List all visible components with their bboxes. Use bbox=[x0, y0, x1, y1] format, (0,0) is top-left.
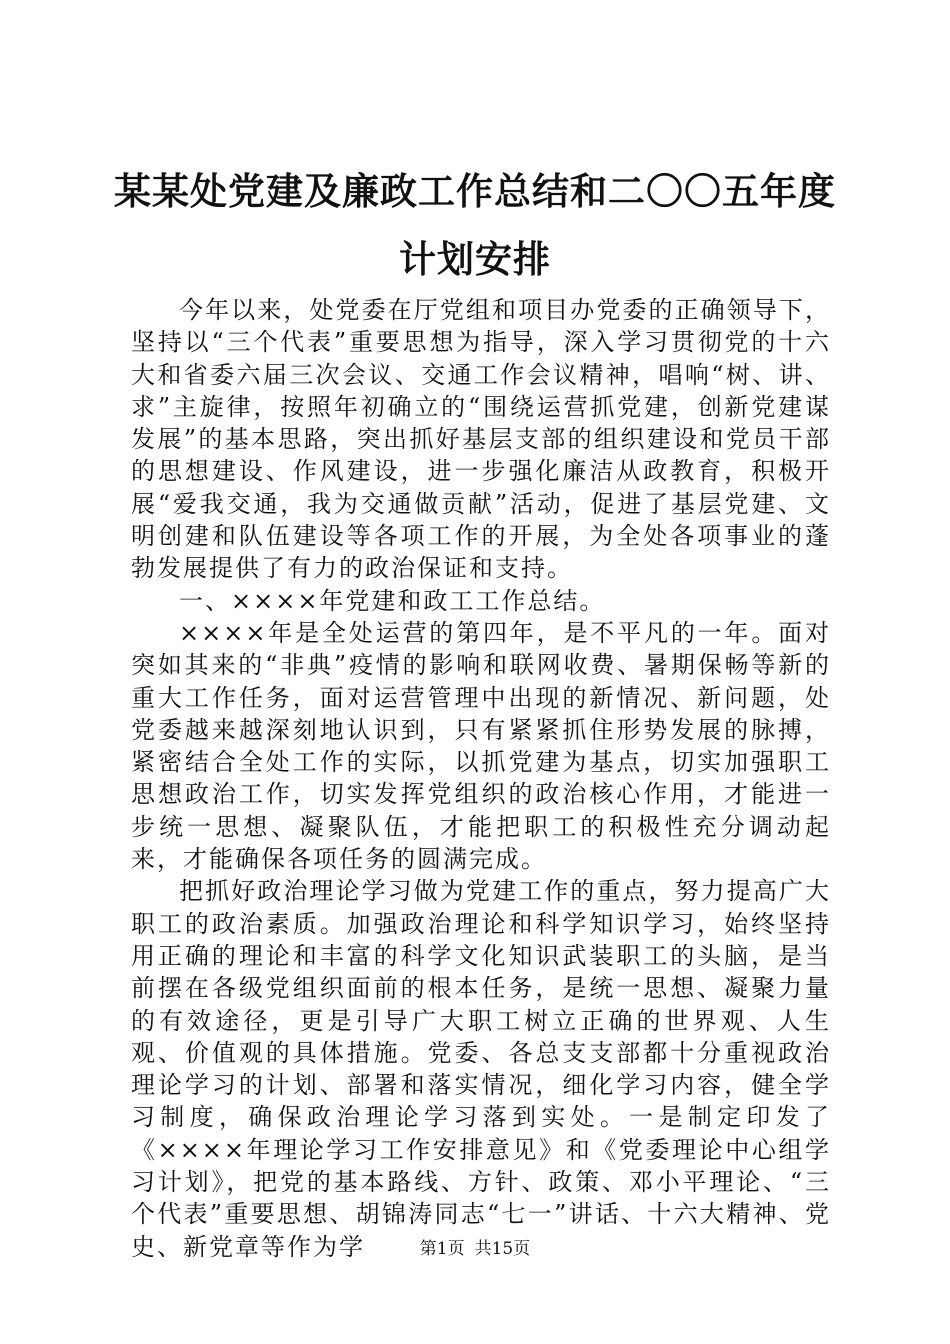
document-title: 某某处党建及廉政工作总结和二〇〇五年度计划安排 bbox=[114, 170, 836, 281]
paragraph-intro: 今年以来，处党委在厅党组和项目办党委的正确领导下，坚持以“三个代表”重要思想为指导，深入学习贯彻党的十六大和省委六届三次会议、交通工作会议精神，唱响“树、讲、求”主旋律，按照年初确立的“围绕运营抓党建，创新党建谋发展”的基本思路，突出抓好基层支部的组织建设和党员干部的思想建设、作风建设，进一步强化廉洁从政教育，积极开展“爱我交通，我为交通做贡献”活动，促进了基层党建、文明创建和队伍建设等各项工作的开展，为全处各项事业的蓬勃发展提供了有力的政治保证和支持。 bbox=[131, 296, 831, 583]
page-number: 第1页 bbox=[419, 1239, 465, 1259]
paragraph-theory-study: 把抓好政治理论学习做为党建工作的重点，努力提高广大职工的政治素质。加强政治理论和科学知识学习，始终坚持用正确的理论和丰富的科学文化知识武装职工的头脑，是当前摆在各级党组织面前的根本任务，是统一思想、凝聚力量的有效途径，更是引导广大职工树立正确的世界观、人生观、价值观的具体措施。党委、各总支支部都十分重视政治理论学习的计划、部署和落实情况，细化学习内容，健全学习制度，确保政治理论学习落到实处。一是制定印发了《××××年理论学习工作安排意见》和《党委理论中心组学习计划》，把党的基本路线、方针、政策、邓小平理论、“三个代表”重要思想、胡锦涛同志“七一”讲话、十六大精神、党史、新党章等作为学 bbox=[131, 877, 831, 1261]
section-heading: 一、××××年党建和政工工作总结。 bbox=[179, 586, 606, 615]
document-body bbox=[131, 294, 831, 1263]
page-total: 共15页 bbox=[474, 1239, 531, 1259]
paragraph-overview: ××××年是全处运营的第四年，是不平凡的一年。面对突如其来的“非典”疫情的影响和联网收费、暑期保畅等新的重大工作任务，面对运营管理中出现的新情况、新问题，处党委越来越深刻地认识到，只有紧紧抓住形势发展的脉搏，紧密结合全处工作的实际，以抓党建为基点，切实加强职工思想政治工作，切实发挥党组织的政治核心作用，才能进一步统一思想、凝聚队伍，才能把职工的积极性充分调动起来，才能确保各项任务的圆满完成。 bbox=[131, 618, 831, 874]
page-footer bbox=[0, 1238, 950, 1260]
